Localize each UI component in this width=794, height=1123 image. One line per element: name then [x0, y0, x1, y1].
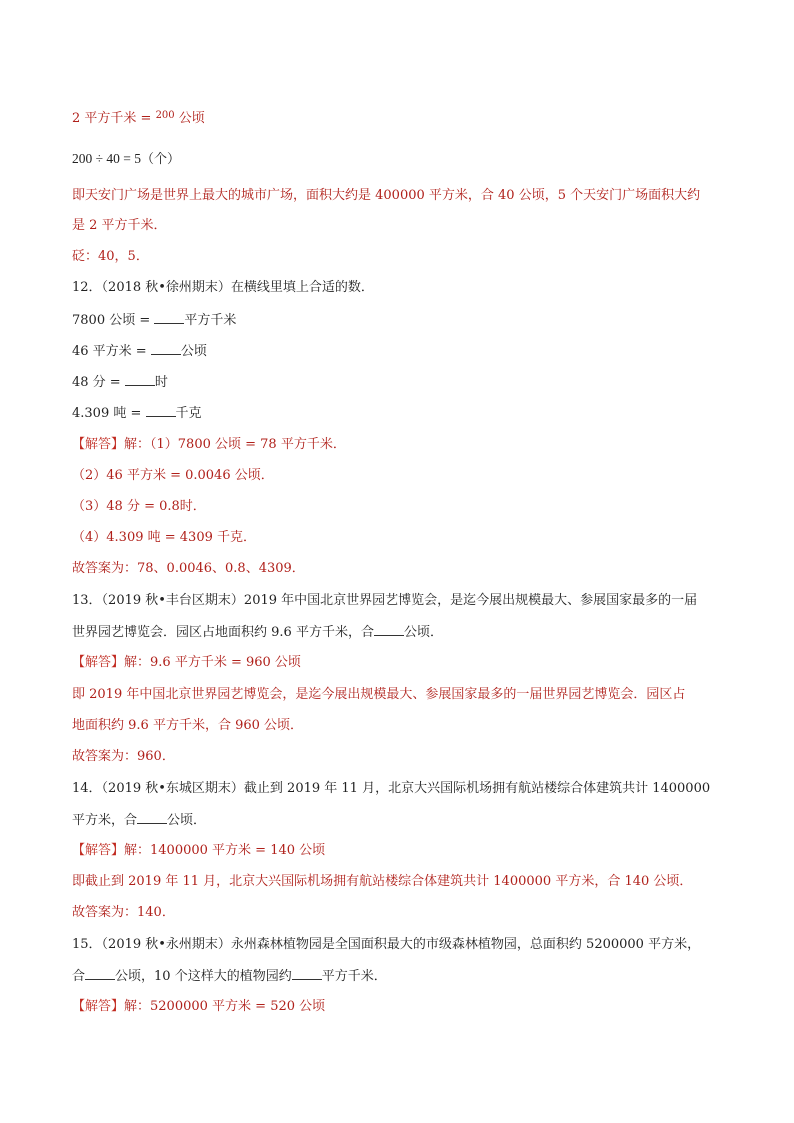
q12b-blank [151, 342, 181, 355]
q15-text-c: 平方千米． [321, 969, 387, 984]
line-1-c: 公顷 [174, 111, 205, 126]
question-15-line-1: 15．（2019 秋•永州期末）永州森林植物园是全国面积最大的市级森林植物园，总面积约 5200000 平方米， [72, 937, 701, 952]
question-12: 12．（2018 秋•徐州期末）在横线里填上合适的数． [72, 280, 374, 295]
answer-12-tag: 【解答】 [72, 437, 125, 452]
line-2 [72, 150, 180, 169]
question-12-b [72, 342, 207, 361]
q12d-unit: 千克 [175, 406, 202, 421]
answer-15-tag: 【解答】 [72, 999, 125, 1014]
answer-14-line-1 [72, 842, 325, 860]
line-2-a: 200 ÷ 40 = 5 [72, 151, 142, 166]
line-5: 砭：40，5． [72, 249, 149, 264]
q15-text-b: 公顷，10 个这样大的植物园约 [115, 969, 292, 984]
answer-12-line-3: （3）48 分 = 0.8时． [72, 499, 206, 514]
answer-13-final: 故答案为：960． [72, 749, 175, 764]
answer-12-line-1 [72, 436, 346, 454]
q14-blank [137, 811, 167, 824]
q12d-blank [146, 404, 176, 417]
answer-14-final: 故答案为：140． [72, 905, 175, 920]
q12b-text: 46 平方米 = [72, 344, 151, 359]
question-12-d [72, 404, 202, 423]
q13-text: 世界园艺博览会．园区占地面积约 9.6 平方千米，合 [72, 625, 374, 640]
answer-14-line-2: 即截止到 2019 年 11 月，北京大兴国际机场拥有航站楼综合体建筑共计 1400000 平方米，合 140 公顷． [72, 874, 693, 889]
answer-13-text-1: 解：9.6 平方千米 = 960 公顷 [124, 655, 301, 670]
q12a-unit: 平方千米 [184, 313, 237, 328]
question-12-a [72, 311, 236, 330]
q12a-text: 7800 公顷 = [72, 313, 155, 328]
line-3: 即天安门广场是世界上最大的城市广场，面积大约是 400000 平方米，合 40 公顷，5 个天安门广场面积大约 [72, 188, 701, 203]
q15-text-a: 合 [72, 969, 86, 984]
q14-unit: 公顷． [167, 813, 207, 828]
line-1 [72, 110, 205, 129]
q13-unit: 公顷． [403, 625, 443, 640]
line-2-b: （个） [141, 152, 181, 167]
answer-12-text-1: 解：（1）7800 公顷 = 78 平方千米． [124, 437, 346, 452]
q12c-text: 48 分 = [72, 375, 125, 390]
q14-text: 平方米，合 [72, 813, 138, 828]
answer-14-text-1: 解：1400000 平方米 = 140 公顷 [124, 843, 326, 858]
question-14-line-1: 14．（2019 秋•东城区期末）截止到 2019 年 11 月，北京大兴国际机场拥有航站楼综合体建筑共计 1400000 [72, 781, 711, 796]
q12a-blank [154, 311, 184, 324]
answer-14-tag: 【解答】 [72, 843, 125, 858]
answer-13-line-1 [72, 654, 301, 672]
answer-15-line-1 [72, 998, 325, 1016]
answer-13-line-2: 即 2019 年中国北京世界园艺博览会，是迄今展出规模最大、参展国家最多的一届世界园艺博览会．园区占 [72, 687, 686, 702]
q13-blank [374, 623, 404, 636]
question-12-c [72, 373, 168, 392]
answer-12-line-4: （4）4.309 吨 = 4309 千克． [72, 530, 256, 545]
line-4: 是 2 平方千米． [72, 218, 167, 233]
q12b-unit: 公顷 [180, 344, 207, 359]
answer-12-line-2: （2）46 平方米 = 0.0046 公顷． [72, 468, 274, 483]
answer-13-tag: 【解答】 [72, 655, 125, 670]
answer-15-text-1: 解：5200000 平方米 = 520 公顷 [124, 999, 326, 1014]
q12d-text: 4.309 吨 = [72, 406, 146, 421]
line-1-b: 200 [155, 110, 175, 121]
q15-blank-2 [292, 967, 322, 980]
answer-13-line-3: 地面积约 9.6 平方千米，合 960 公顷． [72, 718, 304, 733]
q15-blank-1 [85, 967, 115, 980]
question-14-line-2 [72, 811, 206, 830]
q12c-blank [125, 373, 155, 386]
q12c-unit: 时 [154, 375, 168, 390]
question-15-line-2 [72, 967, 387, 986]
line-1-a: 2 平方千米 = [72, 111, 156, 126]
question-13-line-1: 13．（2019 秋•丰台区期末）2019 年中国北京世界园艺博览会，是迄今展出规模最大、参展国家最多的一届 [72, 593, 698, 608]
answer-12-final: 故答案为：78、0.0046、0.8、4309． [72, 561, 305, 576]
question-13-line-2 [72, 623, 443, 642]
